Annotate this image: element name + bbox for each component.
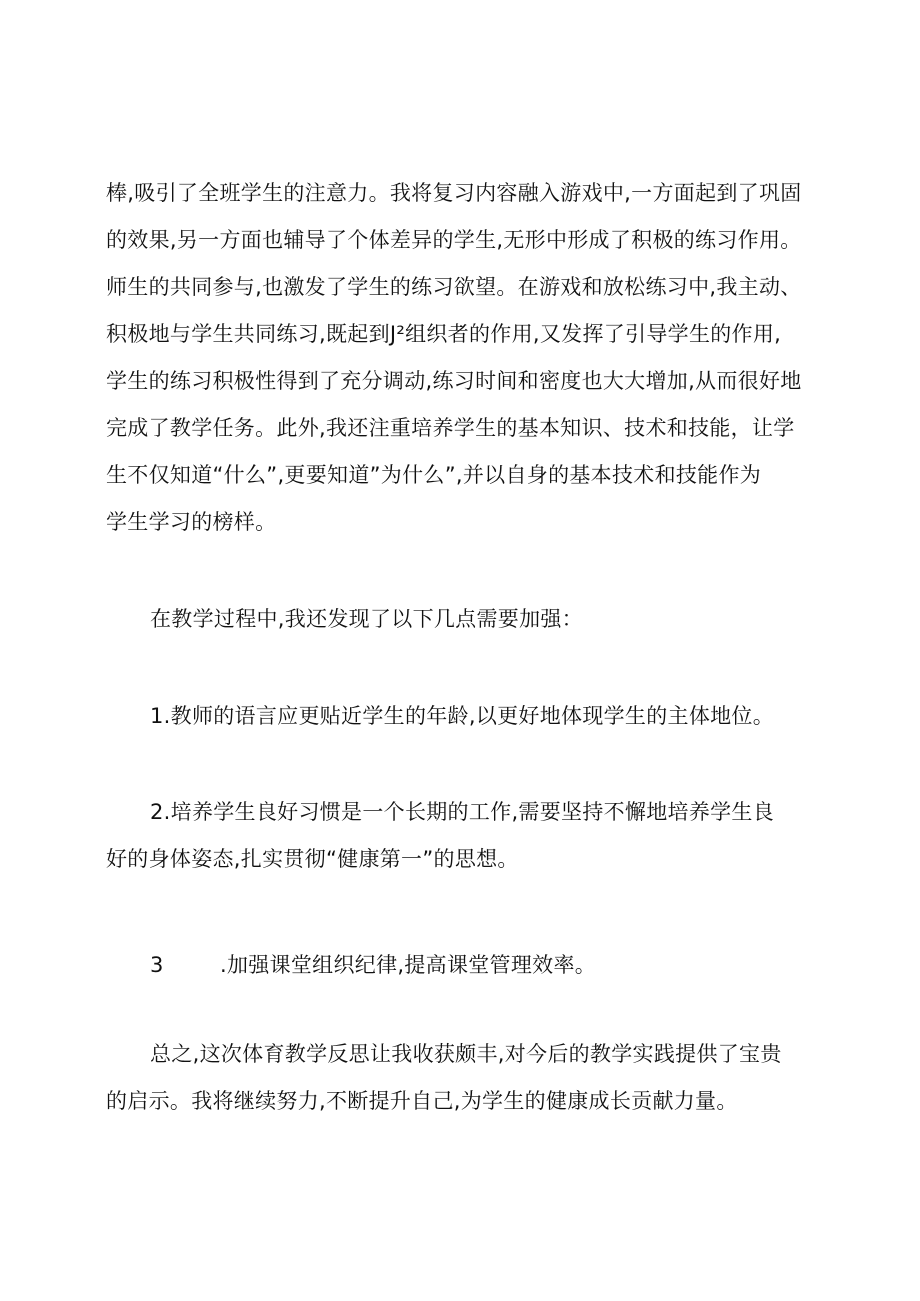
list-item-line xyxy=(106,693,826,740)
paragraph-line: 的启示。我将继续努力,不断提升自己,为学生的健康成长贡献力量。 xyxy=(106,1089,738,1113)
list-item-1 xyxy=(106,693,826,740)
list-item-text: .教师的语言应更贴近学生的年龄,以更好地体现学生的主体地位。 xyxy=(163,704,775,728)
paragraph-line: 师生的共同参与,也激发了学生的练习欲望。在游戏和放松练习中,我主动、 xyxy=(106,275,802,299)
list-item-text: .加强课堂组织纪律,提高课堂管理效率。 xyxy=(220,953,597,977)
paragraph-line: 积极地与学生共同练习,既起到J²组织者的作用,又发挥了引导学生的作用, xyxy=(106,322,782,346)
paragraph-line: 生不仅知道“什么”,更要知道”为什么”,并以自身的基本技术和技能作为 xyxy=(106,463,762,487)
paragraph-line: 棒,吸引了全班学生的注意力。我将复习内容融入游戏中,一方面起到了巩固 xyxy=(106,181,802,205)
list-item-line: 好的身体姿态,扎实贯彻“健康第一”的思想。 xyxy=(106,847,519,871)
list-item-number: 2 xyxy=(150,800,164,824)
paragraph-reflection xyxy=(106,170,826,546)
list-item-line xyxy=(106,789,826,836)
paragraph-line: 完成了教学任务。此外,我还注重培养学生的基本知识、技术和技能，让学 xyxy=(106,416,795,440)
paragraph-line: 的效果,另一方面也辅导了个体差异的学生,无形中形成了积极的练习作用。 xyxy=(106,228,802,252)
list-item-number: 1 xyxy=(150,704,164,728)
paragraph-line: 学生的练习积极性得到了充分调动,练习时间和密度也大大增加,从而很好地 xyxy=(106,369,802,393)
paragraph-line: 在教学过程中,我还发现了以下几点需要加强： xyxy=(150,607,583,631)
paragraph-improvements-intro xyxy=(106,596,826,643)
list-item-3 xyxy=(106,942,826,989)
paragraph-line: 学生学习的榜样。 xyxy=(106,510,277,534)
list-item-number: 3 xyxy=(150,953,164,977)
list-item-text: .培养学生良好习惯是一个长期的工作,需要坚持不懈地培养学生良 xyxy=(163,800,775,824)
paragraph-line: 总之,这次体育教学反思让我收获颇丰,对今后的教学实践提供了宝贵 xyxy=(150,1042,782,1066)
list-item-2 xyxy=(106,789,826,883)
paragraph-conclusion xyxy=(106,1031,826,1125)
list-item-line xyxy=(106,942,826,989)
